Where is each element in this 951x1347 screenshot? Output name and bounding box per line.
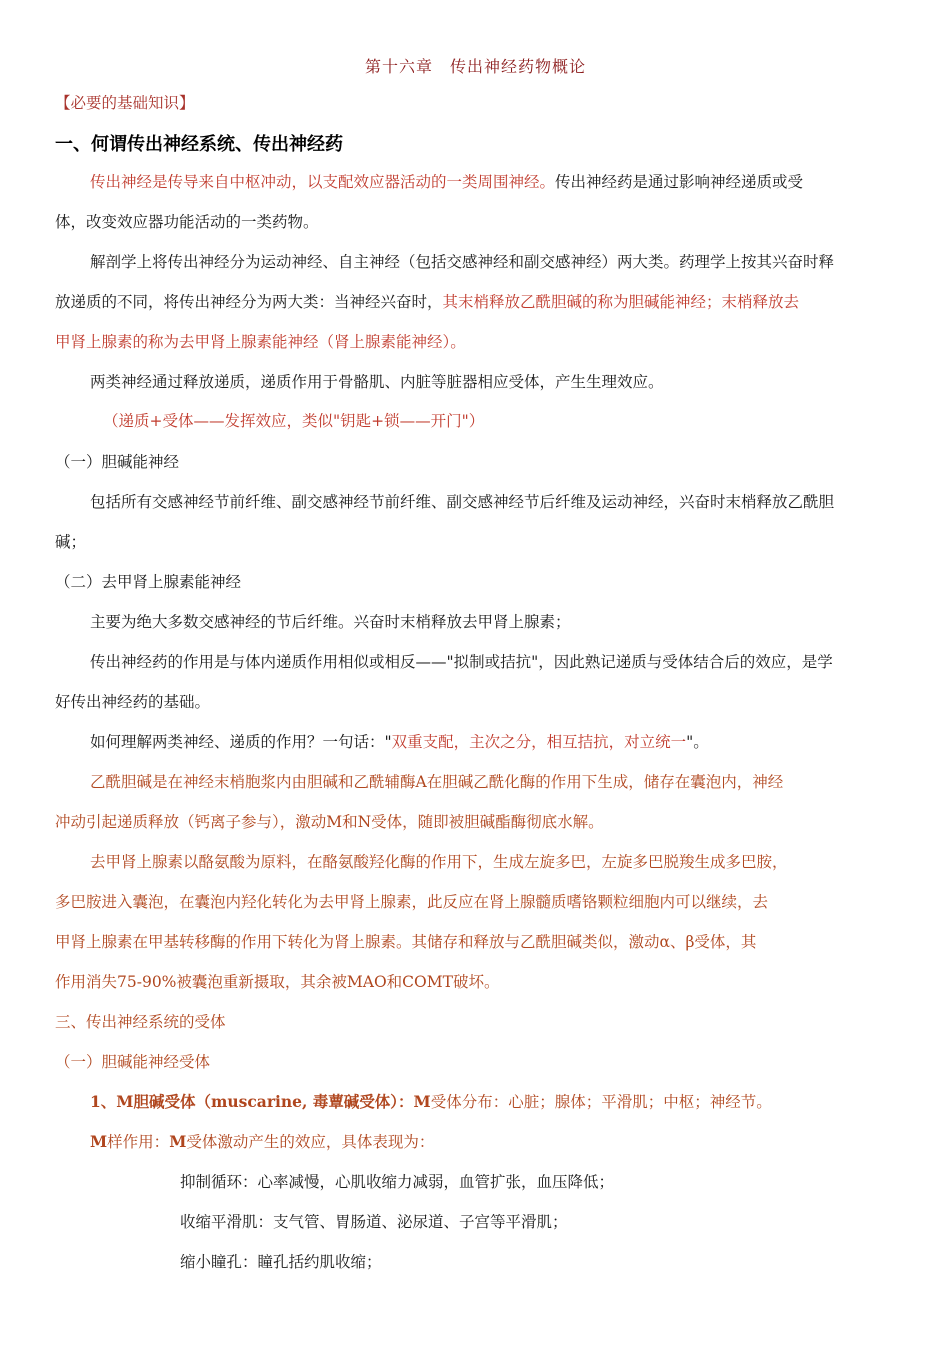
norepinephrine-paragraph-line-3: 甲肾上腺素在甲基转移酶的作用下转化为肾上腺素。其储存和释放与乙酰胆碱类似，激动α、β受体，其 xyxy=(55,933,757,951)
paragraph-7-line-2: 好传出神经药的基础。 xyxy=(55,693,211,711)
norepinephrine-paragraph-line-2: 多巴胺进入囊泡，在囊泡内羟化转化为去甲肾上腺素，此反应在肾上腺髓质嗜铬颗粒细胞内可以继续，去 xyxy=(55,893,769,911)
section-heading-3: 三、传出神经系统的受体 xyxy=(55,1013,226,1031)
paragraph-8-suffix: "。 xyxy=(686,733,709,751)
m-receptor-heading: 1、M胆碱受体（muscarine, 毒蕈碱受体）：M xyxy=(90,1092,431,1111)
paragraph-2-line-3: 甲肾上腺素的称为去甲肾上腺素能神经（肾上腺素能神经）。 xyxy=(55,333,466,351)
paragraph-8 xyxy=(90,731,709,753)
effect-item: 抑制循环：心率减慢，心肌收缩力减弱，血管扩张，血压降低； xyxy=(180,1173,615,1191)
m-receptor-line xyxy=(90,1091,772,1113)
efferent-nerve-definition: 传出神经是传导来自中枢冲动，以支配效应器活动的一类周围神经。 xyxy=(90,173,556,191)
m-receptor-label: M xyxy=(169,1132,187,1151)
chapter-title: 第十六章 传出神经药物概论 xyxy=(364,57,586,76)
norepinephrine-paragraph-line-4: 作用消失75-90%被囊泡重新摄取，其余被MAO和COMT破坏。 xyxy=(55,973,500,991)
paragraph-2-black-text: 放递质的不同，将传出神经分为两大类：当神经兴奋时， xyxy=(55,293,443,311)
efferent-drug-definition: 传出神经药是通过影响神经递质或受 xyxy=(555,173,804,191)
paragraph-1-line-2: 体，改变效应器功能活动的一类药物。 xyxy=(55,213,319,231)
effect-item: 缩小瞳孔：瞳孔括约肌收缩； xyxy=(180,1253,382,1271)
m-like-action-line xyxy=(90,1131,434,1153)
cholinergic-definition: 其末梢释放乙酰胆碱的称为胆碱能神经；末梢释放去 xyxy=(442,293,800,311)
m-like-action-description: 受体激动产生的效应，具体表现为： xyxy=(186,1133,435,1151)
paragraph-3: 两类神经通过释放递质，递质作用于骨骼肌、内脏等脏器相应受体，产生生理效应。 xyxy=(90,373,664,391)
m-receptor-distribution: 受体分布：心脏；腺体；平滑肌；中枢；神经节。 xyxy=(430,1093,772,1111)
subsection-noradrenergic: （二）去甲肾上腺素能神经 xyxy=(55,573,242,591)
paragraph-8-prefix: 如何理解两类神经、递质的作用？一句话：" xyxy=(90,733,392,751)
norepinephrine-paragraph-line-1: 去甲肾上腺素以酪氨酸为原料，在酪氨酸羟化酶的作用下，生成左旋多巴，左旋多巴脱羧生成多巴胺， xyxy=(90,853,788,871)
m-like-label: M xyxy=(90,1132,108,1151)
dual-innervation-phrase: 双重支配，主次之分，相互拮抗，对立统一 xyxy=(391,733,687,751)
paragraph-6: 主要为绝大多数交感神经的节后纤维。兴奋时末梢释放去甲肾上腺素； xyxy=(90,613,571,631)
m-like-action-label: 样作用： xyxy=(107,1133,170,1151)
acetylcholine-paragraph-line-1: 乙酰胆碱是在神经末梢胞浆内由胆碱和乙酰辅酶A在胆碱乙酰化酶的作用下生成，储存在囊泡内，神经 xyxy=(90,773,784,791)
section-heading-1: 一、何谓传出神经系统、传出神经药 xyxy=(55,134,343,155)
paragraph-5-line-1: 包括所有交感神经节前纤维、副交感神经节前纤维、副交感神经节后纤维及运动神经，兴奋时末梢释放乙酰胆 xyxy=(90,493,835,511)
paragraph-5-line-2: 碱； xyxy=(55,533,87,551)
effect-item: 收缩平滑肌：支气管、胃肠道、泌尿道、子宫等平滑肌； xyxy=(180,1213,568,1231)
paragraph-2-line-2 xyxy=(55,291,799,313)
subsection-cholinergic-receptors: （一）胆碱能神经受体 xyxy=(55,1053,211,1071)
acetylcholine-paragraph-line-2: 冲动引起递质释放（钙离子参与），激动M和N受体，随即被胆碱酯酶彻底水解。 xyxy=(55,813,604,831)
subsection-cholinergic: （一）胆碱能神经 xyxy=(55,453,180,471)
paragraph-1-line-1 xyxy=(90,171,803,193)
paragraph-2-line-1: 解剖学上将传出神经分为运动神经、自主神经（包括交感神经和副交感神经）两大类。药理学上按其兴奋时释 xyxy=(90,253,835,271)
key-lock-analogy: （递质+受体——发挥效应，类似"钥匙+锁——开门"） xyxy=(103,412,485,430)
basic-knowledge-label: 【必要的基础知识】 xyxy=(55,94,195,112)
paragraph-7-line-1: 传出神经药的作用是与体内递质作用相似或相反——"拟制或拮抗"，因此熟记递质与受体结合后的效应，是学 xyxy=(90,653,833,671)
